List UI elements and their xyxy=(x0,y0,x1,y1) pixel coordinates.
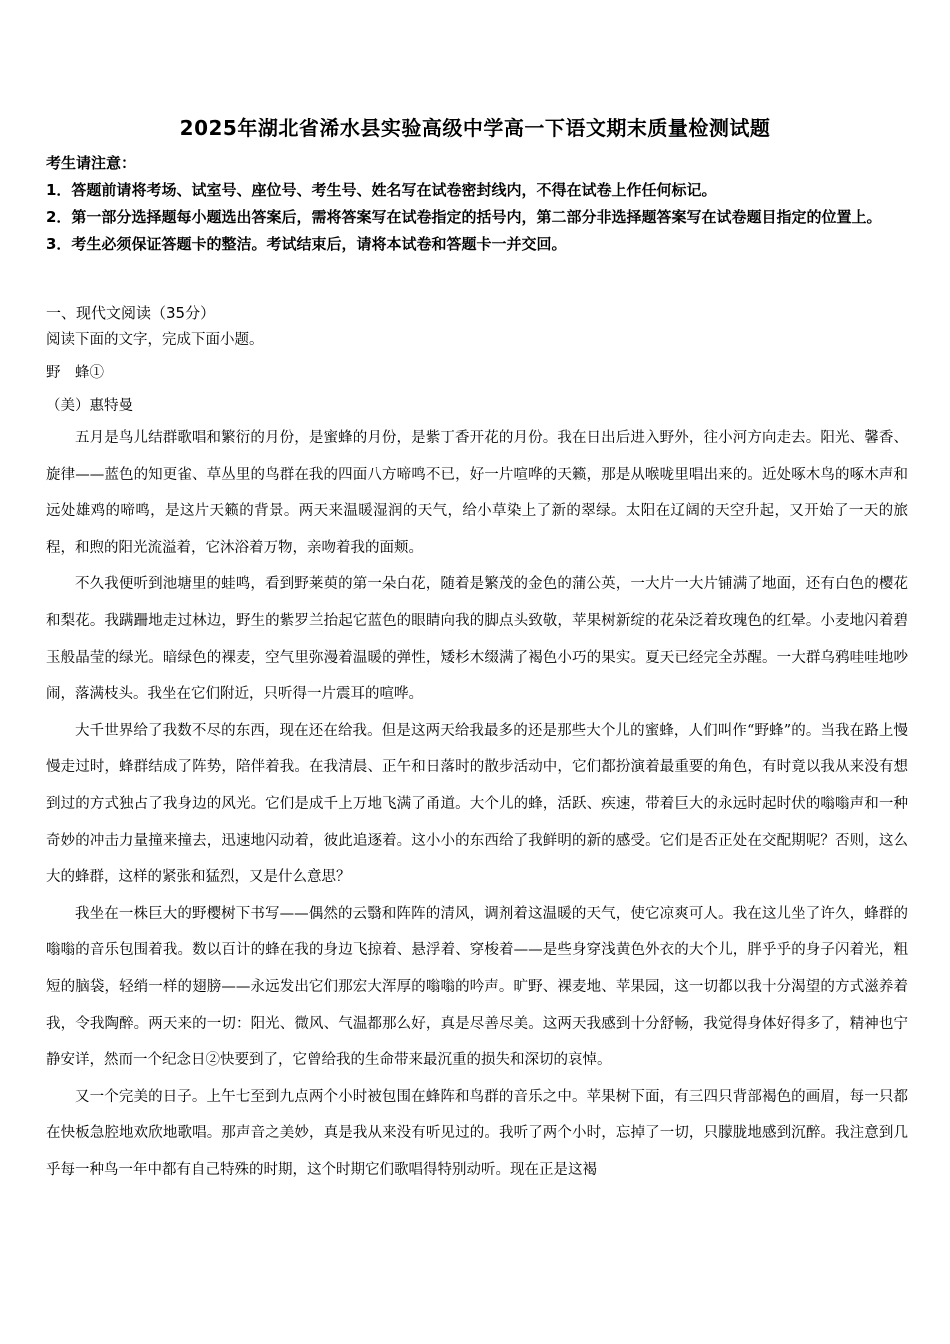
notice-block xyxy=(46,150,906,258)
notice-item: 3．考生必须保证答题卡的整洁。考试结束后，请将本试卷和答题卡一并交回。 xyxy=(46,235,567,253)
page-title: 2025年湖北省浠水县实验高级中学高一下语文期末质量检测试题 xyxy=(179,116,771,140)
notice-item: 2．第一部分选择题每小题选出答案后，需将答案写在试卷指定的括号内，第二部分非选择题答案写在试卷题目指定的位置上。 xyxy=(46,208,882,226)
notice-item: 1．答题前请将考场、试室号、座位号、考生号、姓名写在试卷密封线内，不得在试卷上作任何标记。 xyxy=(46,181,717,199)
article-author: （美）惠特曼 xyxy=(46,398,133,414)
section-instruction: 阅读下面的文字，完成下面小题。 xyxy=(46,332,264,348)
article-paragraph: 又一个完美的日子。上午七至到九点两个小时被包围在蜂阵和鸟群的音乐之中。苹果树下面，有三四只背部褐色的画眉，每一只都在快板急腔地欢欣地歌唱。那声音之美妙，真是我从来没有听见过的。我听了两个小时，忘掉了一切，只朦胧地感到沉醉。我注意到几乎每一种鸟一年中都有自己特殊的时期，这个时期它们歌唱得特别动听。现在正是这褐 xyxy=(46,1088,908,1178)
article-paragraph: 大千世界给了我数不尽的东西，现在还在给我。但是这两天给我最多的还是那些大个儿的蜜蜂，人们叫作“野蜂”的。当我在路上慢慢走过时，蜂群结成了阵势，陪伴着我。在我清晨、正午和日落时的散步活动中，它们都扮演着最重要的角色，有时竟以我从来没有想到过的方式独占了我身边的风光。它们是成千上万地飞满了甬道。大个儿的蜂，活跃、疾速，带着巨大的永远时起时伏的嗡嗡声和一种奇妙的冲击力量撞来撞去，迅速地闪动着，彼此追逐着。这小小的东西给了我鲜明的新的感受。它们是否正处在交配期呢？否则，这么大的蜂群，这样的紧张和猛烈，又是什么意思？ xyxy=(46,722,908,886)
article-title: 野 蜂① xyxy=(46,365,104,381)
article-body xyxy=(46,420,908,1188)
section-heading: 一、现代文阅读（35分） xyxy=(46,304,216,322)
article-paragraph: 我坐在一株巨大的野樱树下书写——偶然的云翳和阵阵的清风，调剂着这温暖的天气，使它凉爽可人。我在这儿坐了许久，蜂群的嗡嗡的音乐包围着我。数以百计的蜂在我的身边飞掠着、悬浮着、穿梭着——是些身穿浅黄色外衣的大个儿，胖乎乎的身子闪着光，粗短的脑袋，轻绡一样的翅膀——永远发出它们那宏大浑厚的嗡嗡的吟声。旷野、裸麦地、苹果园，这一切都以我十分渴望的方式滋养着我，令我陶醉。两天来的一切：阳光、微风、气温都那么好，真是尽善尽美。这两天我感到十分舒畅，我觉得身体好得多了，精神也宁静安详，然而一个纪念日②快要到了，它曾给我的生命带来最沉重的损失和深切的哀悼。 xyxy=(46,905,908,1069)
article-paragraph: 不久我便听到池塘里的蛙鸣，看到野莱萸的第一朵白花，随着是繁茂的金色的蒲公英，一大片一大片铺满了地面，还有白色的樱花和梨花。我蹒跚地走过林边，野生的紫罗兰抬起它蓝色的眼睛向我的脚点头致敬，苹果树新绽的花朵泛着玫瑰色的红晕。小麦地闪着碧玉般晶莹的绿光。暗绿色的裸麦，空气里弥漫着温暖的弹性，矮杉木缀满了褐色小巧的果实。夏天已经完全苏醒。一大群乌鸦哇哇地吵闹，落满枝头。我坐在它们附近，只听得一片震耳的喧哗。 xyxy=(46,576,908,703)
article-paragraph: 五月是鸟儿结群歌唱和繁衍的月份，是蜜蜂的月份，是紫丁香开花的月份。我在日出后进入野外，往小河方向走去。阳光、馨香、旋律——蓝色的知更雀、草丛里的鸟群在我的四面八方啼鸣不已，好一片喧哗的天籁，那是从喉咙里唱出来的。近处啄木鸟的啄木声和远处雄鸡的啼鸣，是这片天籁的背景。两天来温暖湿润的天气，给小草染上了新的翠绿。太阳在辽阔的天空升起，又开始了一天的旅程，和煦的阳光流溢着，它沐浴着万物，亲吻着我的面颊。 xyxy=(46,430,908,556)
notice-heading: 考生请注意： xyxy=(46,154,137,172)
